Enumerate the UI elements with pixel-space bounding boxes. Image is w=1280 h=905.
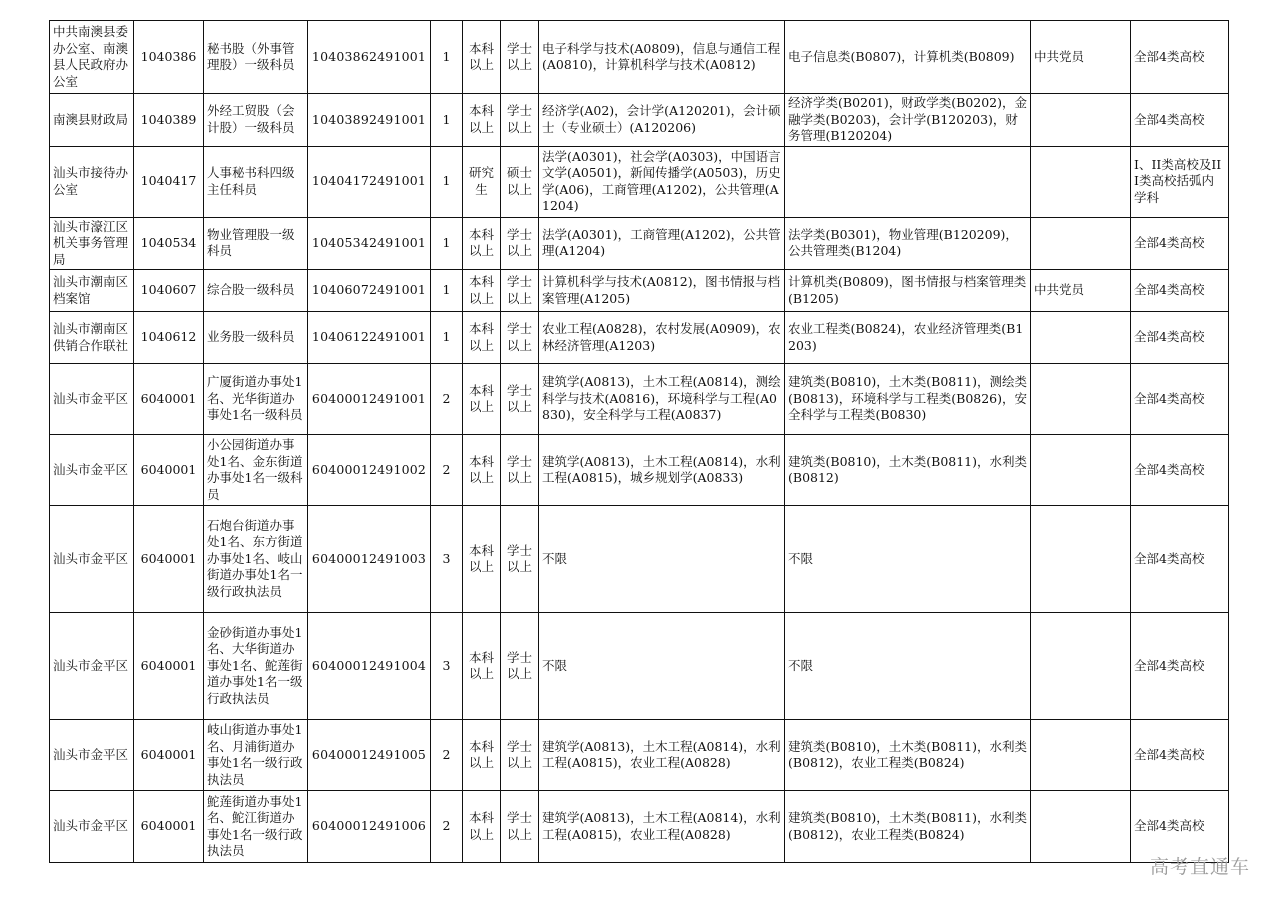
cell-major-undergrad: 法学(A0301)，社会学(A0303)，中国语言文学(A0501)，新闻传播学(A0503)，历史学(A06)，工商管理(A1202)，公共管理(A1204) bbox=[539, 146, 785, 217]
cell-position-code: 60400012491002 bbox=[308, 435, 431, 506]
cell-major-undergrad: 建筑学(A0813)，土木工程(A0814)，水利工程(A0815)，城乡规划学(A0833) bbox=[539, 435, 785, 506]
cell-education: 本科以上 bbox=[463, 312, 501, 364]
table-row bbox=[50, 270, 1229, 312]
table-row bbox=[50, 94, 1229, 147]
cell-politics bbox=[1031, 720, 1131, 791]
cell-position-code: 10406122491001 bbox=[308, 312, 431, 364]
cell-count: 1 bbox=[431, 146, 463, 217]
cell-degree: 硕士以上 bbox=[501, 146, 539, 217]
cell-unit: 汕头市濠江区机关事务管理局 bbox=[50, 217, 134, 270]
cell-count: 1 bbox=[431, 270, 463, 312]
cell-unit-code: 6040001 bbox=[134, 364, 204, 435]
cell-position: 岐山街道办事处1名、月浦街道办事处1名一级行政执法员 bbox=[204, 720, 308, 791]
cell-count: 2 bbox=[431, 435, 463, 506]
cell-position: 金砂街道办事处1名、大华街道办事处1名、鮀莲街道办事处1名一级行政执法员 bbox=[204, 613, 308, 720]
cell-major-other: 经济学类(B0201)，财政学类(B0202)，金融学类(B0203)，会计学(B120203)，财务管理(B120204) bbox=[785, 94, 1031, 147]
table-row bbox=[50, 720, 1229, 791]
cell-degree: 学士以上 bbox=[501, 364, 539, 435]
cell-position: 广厦街道办事处1名、光华街道办事处1名一级科员 bbox=[204, 364, 308, 435]
cell-count: 1 bbox=[431, 217, 463, 270]
cell-position: 业务股一级科员 bbox=[204, 312, 308, 364]
cell-count: 2 bbox=[431, 720, 463, 791]
table-row bbox=[50, 364, 1229, 435]
cell-count: 1 bbox=[431, 21, 463, 94]
cell-politics bbox=[1031, 506, 1131, 613]
cell-position: 物业管理股一级科员 bbox=[204, 217, 308, 270]
cell-position-code: 10405342491001 bbox=[308, 217, 431, 270]
cell-unit: 汕头市金平区 bbox=[50, 720, 134, 791]
table-row bbox=[50, 791, 1229, 863]
cell-position: 鮀莲街道办事处1名、鮀江街道办事处1名一级行政执法员 bbox=[204, 791, 308, 863]
cell-unit-code: 1040386 bbox=[134, 21, 204, 94]
cell-unit-code: 6040001 bbox=[134, 506, 204, 613]
cell-position: 秘书股（外事管理股）一级科员 bbox=[204, 21, 308, 94]
cell-unit: 汕头市接待办公室 bbox=[50, 146, 134, 217]
cell-unit: 汕头市金平区 bbox=[50, 613, 134, 720]
cell-major-undergrad: 法学(A0301)，工商管理(A1202)，公共管理(A1204) bbox=[539, 217, 785, 270]
cell-politics: 中共党员 bbox=[1031, 270, 1131, 312]
cell-politics bbox=[1031, 217, 1131, 270]
cell-major-undergrad: 电子科学与技术(A0809)，信息与通信工程(A0810)，计算机科学与技术(A0812) bbox=[539, 21, 785, 94]
cell-position-code: 60400012491001 bbox=[308, 364, 431, 435]
watermark-text: 高考直通车 bbox=[1149, 856, 1250, 878]
cell-major-other: 法学类(B0301)，物业管理(B120209)，公共管理类(B1204) bbox=[785, 217, 1031, 270]
cell-position: 外经工贸股（会计股）一级科员 bbox=[204, 94, 308, 147]
cell-school: 全部4类高校 bbox=[1131, 94, 1229, 147]
recruitment-table bbox=[49, 20, 1229, 863]
cell-count: 1 bbox=[431, 312, 463, 364]
cell-degree: 学士以上 bbox=[501, 506, 539, 613]
cell-major-other: 不限 bbox=[785, 613, 1031, 720]
cell-major-other: 建筑类(B0810)，土木类(B0811)，测绘类(B0813)，环境科学与工程类(B0826)，安全科学与工程类(B0830) bbox=[785, 364, 1031, 435]
cell-position-code: 10404172491001 bbox=[308, 146, 431, 217]
cell-education: 本科以上 bbox=[463, 217, 501, 270]
cell-unit-code: 6040001 bbox=[134, 791, 204, 863]
table-row bbox=[50, 506, 1229, 613]
cell-unit: 汕头市金平区 bbox=[50, 791, 134, 863]
cell-politics: 中共党员 bbox=[1031, 21, 1131, 94]
cell-school: 全部4类高校 bbox=[1131, 270, 1229, 312]
cell-position-code: 60400012491003 bbox=[308, 506, 431, 613]
cell-position: 人事秘书科四级主任科员 bbox=[204, 146, 308, 217]
cell-position-code: 60400012491004 bbox=[308, 613, 431, 720]
cell-degree: 学士以上 bbox=[501, 21, 539, 94]
cell-unit-code: 6040001 bbox=[134, 613, 204, 720]
cell-position-code: 10406072491001 bbox=[308, 270, 431, 312]
cell-count: 3 bbox=[431, 613, 463, 720]
cell-unit: 汕头市潮南区档案馆 bbox=[50, 270, 134, 312]
cell-school: 全部4类高校 bbox=[1131, 720, 1229, 791]
cell-degree: 学士以上 bbox=[501, 94, 539, 147]
table-row bbox=[50, 312, 1229, 364]
cell-count: 2 bbox=[431, 791, 463, 863]
table-row bbox=[50, 435, 1229, 506]
cell-education: 研究生 bbox=[463, 146, 501, 217]
table-body bbox=[50, 21, 1229, 863]
cell-major-other: 农业工程类(B0824)，农业经济管理类(B1203) bbox=[785, 312, 1031, 364]
cell-politics bbox=[1031, 312, 1131, 364]
cell-unit: 汕头市金平区 bbox=[50, 364, 134, 435]
cell-degree: 学士以上 bbox=[501, 270, 539, 312]
cell-position-code: 60400012491005 bbox=[308, 720, 431, 791]
cell-education: 本科以上 bbox=[463, 21, 501, 94]
cell-politics bbox=[1031, 791, 1131, 863]
cell-major-undergrad: 计算机科学与技术(A0812)，图书情报与档案管理(A1205) bbox=[539, 270, 785, 312]
cell-count: 2 bbox=[431, 364, 463, 435]
cell-major-other: 建筑类(B0810)，土木类(B0811)，水利类(B0812)，农业工程类(B0824) bbox=[785, 720, 1031, 791]
cell-education: 本科以上 bbox=[463, 435, 501, 506]
cell-education: 本科以上 bbox=[463, 791, 501, 863]
cell-major-other: 建筑类(B0810)，土木类(B0811)，水利类(B0812) bbox=[785, 435, 1031, 506]
cell-major-undergrad: 建筑学(A0813)，土木工程(A0814)，水利工程(A0815)，农业工程(A0828) bbox=[539, 791, 785, 863]
cell-position-code: 10403862491001 bbox=[308, 21, 431, 94]
cell-degree: 学士以上 bbox=[501, 312, 539, 364]
cell-politics bbox=[1031, 364, 1131, 435]
cell-education: 本科以上 bbox=[463, 364, 501, 435]
cell-degree: 学士以上 bbox=[501, 720, 539, 791]
cell-politics bbox=[1031, 94, 1131, 147]
cell-major-other: 电子信息类(B0807)，计算机类(B0809) bbox=[785, 21, 1031, 94]
cell-degree: 学士以上 bbox=[501, 217, 539, 270]
cell-major-undergrad: 建筑学(A0813)，土木工程(A0814)，测绘科学与技术(A0816)，环境科学与工程(A0830)，安全科学与工程(A0837) bbox=[539, 364, 785, 435]
cell-degree: 学士以上 bbox=[501, 791, 539, 863]
cell-unit-code: 1040612 bbox=[134, 312, 204, 364]
cell-major-undergrad: 不限 bbox=[539, 506, 785, 613]
cell-position-code: 60400012491006 bbox=[308, 791, 431, 863]
cell-unit-code: 6040001 bbox=[134, 720, 204, 791]
cell-education: 本科以上 bbox=[463, 613, 501, 720]
cell-unit: 汕头市潮南区供销合作联社 bbox=[50, 312, 134, 364]
cell-education: 本科以上 bbox=[463, 94, 501, 147]
cell-count: 1 bbox=[431, 94, 463, 147]
cell-education: 本科以上 bbox=[463, 270, 501, 312]
cell-unit-code: 6040001 bbox=[134, 435, 204, 506]
cell-politics bbox=[1031, 613, 1131, 720]
cell-school: 全部4类高校 bbox=[1131, 435, 1229, 506]
table-row bbox=[50, 21, 1229, 94]
cell-major-other bbox=[785, 146, 1031, 217]
cell-education: 本科以上 bbox=[463, 720, 501, 791]
cell-politics bbox=[1031, 146, 1131, 217]
cell-unit: 汕头市金平区 bbox=[50, 506, 134, 613]
cell-major-undergrad: 建筑学(A0813)，土木工程(A0814)，水利工程(A0815)，农业工程(A0828) bbox=[539, 720, 785, 791]
cell-school: 全部4类高校 bbox=[1131, 364, 1229, 435]
cell-unit: 南澳县财政局 bbox=[50, 94, 134, 147]
cell-major-other: 不限 bbox=[785, 506, 1031, 613]
cell-position: 石炮台街道办事处1名、东方街道办事处1名、岐山街道办事处1名一级行政执法员 bbox=[204, 506, 308, 613]
cell-unit: 汕头市金平区 bbox=[50, 435, 134, 506]
cell-education: 本科以上 bbox=[463, 506, 501, 613]
cell-school: 全部4类高校 bbox=[1131, 506, 1229, 613]
cell-politics bbox=[1031, 435, 1131, 506]
cell-major-undergrad: 不限 bbox=[539, 613, 785, 720]
cell-major-undergrad: 经济学(A02)，会计学(A120201)，会计硕士（专业硕士）(A120206) bbox=[539, 94, 785, 147]
cell-count: 3 bbox=[431, 506, 463, 613]
cell-position: 综合股一级科员 bbox=[204, 270, 308, 312]
cell-school: 全部4类高校 bbox=[1131, 21, 1229, 94]
table-row bbox=[50, 146, 1229, 217]
table-row bbox=[50, 613, 1229, 720]
cell-school: 全部4类高校 bbox=[1131, 217, 1229, 270]
cell-unit-code: 1040534 bbox=[134, 217, 204, 270]
cell-school: 全部4类高校 bbox=[1131, 791, 1229, 863]
cell-school: I、II类高校及III类高校括弧内学科 bbox=[1131, 146, 1229, 217]
cell-major-other: 建筑类(B0810)，土木类(B0811)，水利类(B0812)，农业工程类(B0824) bbox=[785, 791, 1031, 863]
cell-position: 小公园街道办事处1名、金东街道办事处1名一级科员 bbox=[204, 435, 308, 506]
cell-degree: 学士以上 bbox=[501, 435, 539, 506]
cell-major-undergrad: 农业工程(A0828)，农村发展(A0909)，农林经济管理(A1203) bbox=[539, 312, 785, 364]
cell-unit-code: 1040389 bbox=[134, 94, 204, 147]
cell-unit: 中共南澳县委办公室、南澳县人民政府办公室 bbox=[50, 21, 134, 94]
table-row bbox=[50, 217, 1229, 270]
cell-major-other: 计算机类(B0809)，图书情报与档案管理类(B1205) bbox=[785, 270, 1031, 312]
cell-position-code: 10403892491001 bbox=[308, 94, 431, 147]
cell-school: 全部4类高校 bbox=[1131, 613, 1229, 720]
cell-unit-code: 1040607 bbox=[134, 270, 204, 312]
cell-degree: 学士以上 bbox=[501, 613, 539, 720]
cell-school: 全部4类高校 bbox=[1131, 312, 1229, 364]
cell-unit-code: 1040417 bbox=[134, 146, 204, 217]
